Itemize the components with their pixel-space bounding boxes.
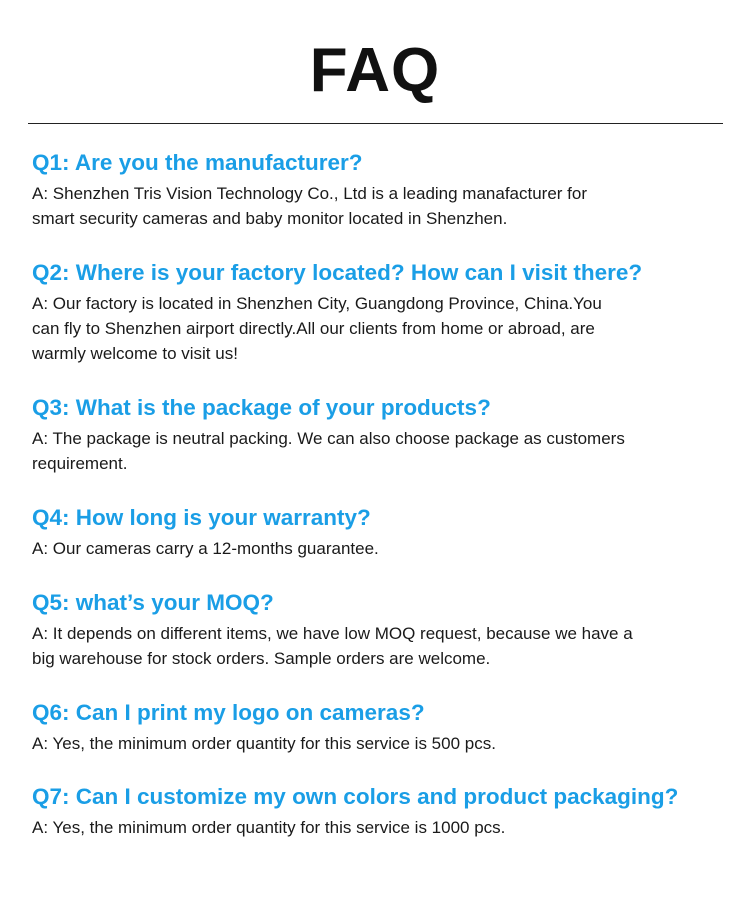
faq-question-4: Q4: How long is your warranty? [32, 505, 371, 530]
faq-question-7: Q7: Can I customize my own colors and product packaging? [32, 784, 679, 809]
faq-question-2: Q2: Where is your factory located? How can I visit there? [32, 260, 643, 285]
faq-answer-3: A: The package is neutral packing. We can also choose package as customers requirement. [32, 429, 625, 473]
faq-item-2 [32, 258, 642, 366]
faq-question-6: Q6: Can I print my logo on cameras? [32, 700, 425, 725]
faq-answer-4: A: Our cameras carry a 12-months guarantee. [32, 539, 379, 558]
faq-question-3: Q3: What is the package of your products? [32, 395, 491, 420]
faq-item-7 [32, 782, 678, 840]
faq-question-1: Q1: Are you the manufacturer? [32, 150, 363, 175]
title-divider [28, 123, 723, 124]
faq-answer-1: A: Shenzhen Tris Vision Technology Co., Ltd is a leading manafacturer for smart security cameras and baby monitor located in Shenzhen. [32, 184, 588, 228]
faq-answer-5: A: It depends on different items, we have low MOQ request, because we have a big warehouse for stock orders. Sample orders are welcome. [32, 624, 633, 668]
page-title: FAQ [309, 36, 441, 105]
faq-item-1 [32, 148, 587, 231]
faq-item-5 [32, 588, 633, 671]
faq-answer-2: A: Our factory is located in Shenzhen City, Guangdong Province, China.You can fly to Shenzhen airport directly.All our clients from home or abroad, are warmly welcome to visit us! [32, 294, 602, 363]
faq-question-5: Q5: what’s your MOQ? [32, 590, 274, 615]
faq-answer-7: A: Yes, the minimum order quantity for this service is 1000 pcs. [32, 818, 506, 837]
faq-answer-6: A: Yes, the minimum order quantity for this service is 500 pcs. [32, 734, 496, 753]
faq-item-4 [32, 503, 379, 561]
faq-item-3 [32, 393, 625, 476]
faq-item-6 [32, 698, 496, 756]
